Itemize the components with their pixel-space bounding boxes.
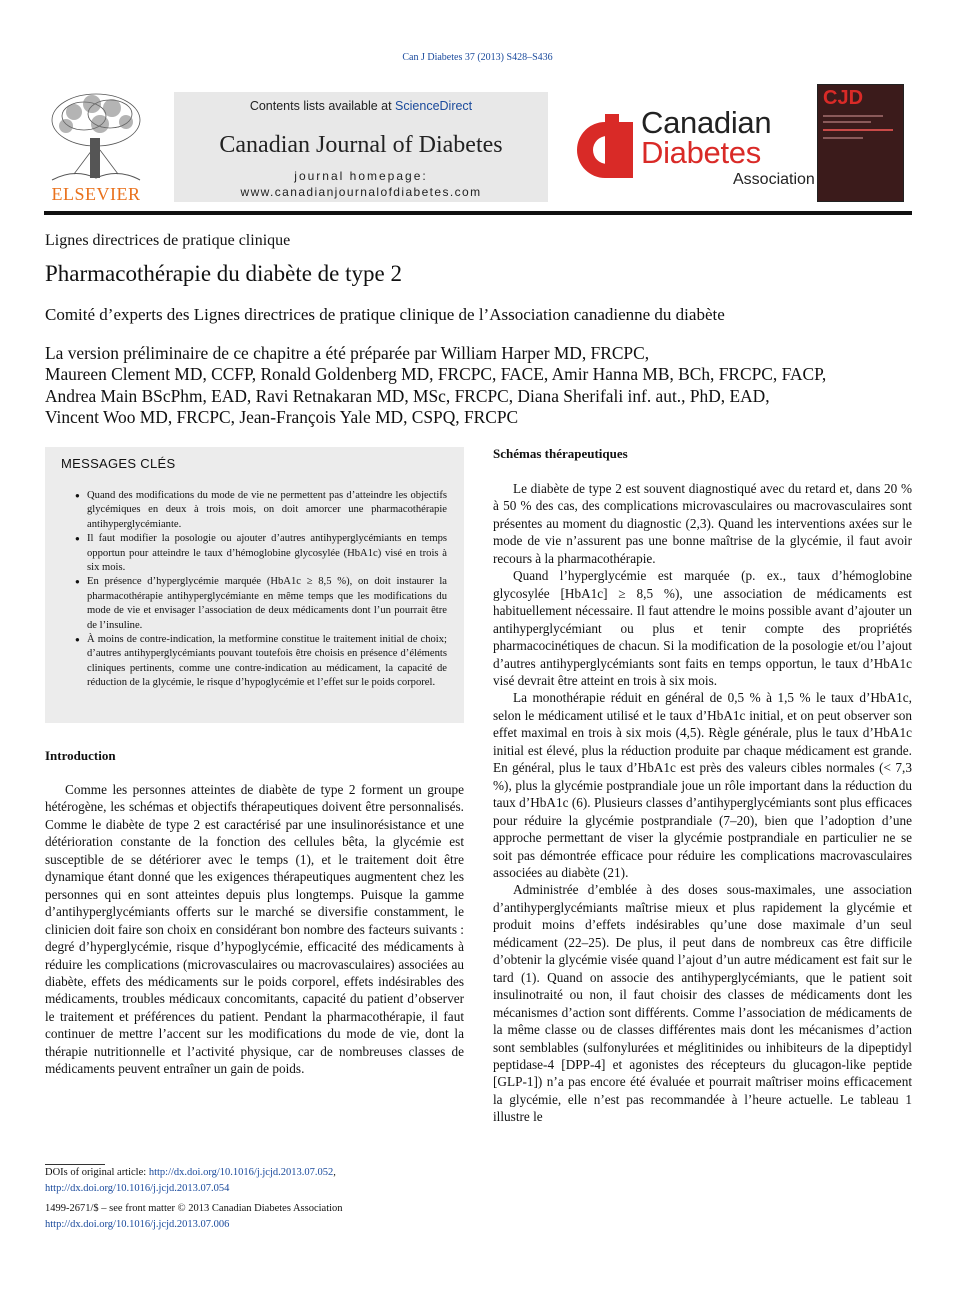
elsevier-wordmark[interactable]: ELSEVIER [51, 184, 141, 204]
introduction-body [45, 781, 464, 1078]
key-messages-list [75, 489, 447, 691]
key-message-item [75, 633, 447, 691]
schemas-body [493, 480, 912, 1126]
issn-line: 1499-2671/$ – see front matter © 2013 Canadian Diabetes Association [45, 1203, 343, 1214]
sciencedirect-link[interactable]: ScienceDirect [395, 99, 473, 113]
key-message-item [75, 532, 447, 575]
dois-label: DOIs of original article: [45, 1167, 149, 1178]
key-message-item [75, 489, 447, 532]
doi-separator: , [333, 1167, 336, 1178]
doi-link[interactable]: http://dx.doi.org/10.1016/j.jcjd.2013.07.054 [45, 1182, 230, 1194]
introduction-heading: Introduction [45, 748, 116, 763]
cover-line [823, 129, 893, 131]
cover-line [823, 115, 883, 117]
cover-title: CJD [823, 87, 864, 109]
paragraph: Administrée d’emblée à des doses sous-maximales, une association d’antihyperglycémiants maîtrise mieux et plus rapidement la glycémie et produit moins d’effets indésirables qu’une dose maximale d’un seul médicament (22–25). De plus, il peut dans de nombreux cas être difficile d’obtenir la glycémie visée quand l’ajout d’un autre médicament est fait sur le tard (1). Quand on associe des antihyperglycémiants, que le patient soit insulinotraité ou non, il faut choisir des classes de médicaments dont les mécanismes d’action sont différents. Comme l’association de médicaments de la même classe ou de classes différentes mais dont les mécanismes d’action sont semblables (sulfonylurées et méglitinides ou inhibiteurs de la dipeptidyl peptidase-4 [DPP-4] et agonistes des récepteurs du glucagon-like peptide [GLP-1]) n’a pas encore été évaluée et pourrait maîtriser moins efficacement la glycémie, elle n’est pas recommandée à l’heure actuelle. Le tableau 1 illustre le [493, 882, 912, 1125]
journal-title: Canadian Journal of Diabetes [219, 132, 503, 158]
homepage-label: journal homepage: [294, 169, 428, 183]
key-message-item [75, 575, 447, 633]
issn-footer [45, 1201, 464, 1232]
masthead [44, 84, 912, 210]
cda-name-line3: Association [733, 171, 815, 188]
paragraph: Le diabète de type 2 est souvent diagnostiqué avec du retard et, dans 20 % à 50 % des cas, des complications microvasculaires ou macrovasculaires sont présentes au moment du diagnostic (2,3). Quand les interventions axées sur le mode de vie n’assurent pas une bonne maîtrise de la glycémie, il faut avoir recours à la pharmacothérapie. [493, 481, 912, 566]
committee-line: Comité d’experts des Lignes directrices de pratique clinique de l’Association canadienne du diabète [45, 305, 725, 324]
key-message-text: En présence d’hyperglycémie marquée (HbA1c ≥ 8,5 %), on doit instaurer la pharmacothérapie antihyperglycémiante en même temps que les modifications du mode de vie et envisager l’association de deux médicaments dont l’un pourrait être de l’insuline. [87, 576, 447, 631]
author-list [45, 343, 925, 428]
journal-banner [174, 92, 548, 202]
masthead-divider [44, 211, 912, 215]
journal-cover-thumbnail[interactable] [817, 84, 904, 202]
elsevier-tree-logo [44, 90, 148, 198]
homepage-url[interactable]: www.canadianjournalofdiabetes.com [240, 185, 482, 199]
cover-line [823, 121, 871, 123]
key-messages-heading: MESSAGES CLÉS [61, 456, 176, 471]
cda-name-line2: Diabetes [641, 135, 761, 170]
bullet-icon: ● [75, 577, 80, 587]
author-line: Vincent Woo MD, FRCPC, Jean-François Yale MD, CSPQ, FRCPC [45, 406, 519, 427]
cda-name-line1: Canadian [641, 105, 772, 140]
key-message-text: À moins de contre-indication, la metformine constitue le traitement initial de choix; d’autres antihyperglycémiants pouvant toutefois être choisis en présence d’éléments cliniques pertinents, comme une contre-indication au médicament, la capacité de réduction de la glycémie, le risque d’hypoglycémie et l’effet sur le poids corporel. [87, 634, 447, 689]
paragraph: Comme les personnes atteintes de diabète de type 2 forment un groupe hétérogène, les schémas et objectifs thérapeutiques doivent être personnalisés. Comme le diabète de type 2 est caractérisé par une insulinorésistance et une détérioration constante de la fonction des cellules bêta, la glycémie est susceptible de se détériorer avec le temps (1), et le traitement doit être dynamique étant donné que les exigences thérapeutiques augmentent chez les personnes qui en sont atteintes depuis plus longtemps. Puisque la gamme d’antihyperglycémiants offerts sur le marché se diversifie constamment, le clinicien doit faire son choix en considérant bon nombre des facteurs suivants : degré d’hyperglycémie, risque d’hypoglycémie, efficacité des médicaments à réduire les complications (microvasculaires ou macrovasculaires) associées au diabète, effets des médicaments sur le poids corporel, effets indésirables des médicaments, troubles médicaux concomitants, capacité du patient d’observer le traitement et préférences du patient. Pendant la pharmacothérapie, il faut continuer de mettre l’accent sur les modifications du mode de vie, dont la thérapie nutritionnelle et l’activité physique, car de nombreuses classes de médicaments peuvent entraîner un gain de poids. [45, 782, 464, 1077]
key-message-text: Il faut modifier la posologie ou ajouter d’autres antihyperglycémiants en temps opportun pour atteindre le taux d’hémoglobine glycosylée (HbA1c) visé en trois à six mois. [87, 533, 447, 574]
article-title: Pharmacothérapie du diabète de type 2 [45, 261, 402, 286]
contents-prefix: Contents lists available at [249, 99, 396, 113]
bullet-icon: ● [75, 534, 80, 544]
bullet-icon: ● [75, 635, 80, 645]
article-doi-link[interactable]: http://dx.doi.org/10.1016/j.jcjd.2013.07.006 [45, 1218, 230, 1230]
key-message-text: Quand des modifications du mode de vie ne permettent pas d’atteindre les objectifs glycémiques en deux à trois mois, on doit amorcer une pharmacothérapie antihyperglycémiante. [87, 490, 447, 530]
paragraph: Quand l’hyperglycémie est marquée (p. ex., taux d’hémoglobine glycosylée [HbA1c] ≥ 8,5 %), une association de médicaments est habituellement nécessaire. Il faut attendre le moins possible avant d’ajouter un antihyperglycémiant ou plus et tenir compte des propriétés pharmacocinétiques de chacun. Si la modification de la posologie et/ou l’ajout d’autres antihyperglycémiants sont faits en temps opportun, le taux d’HbA1c visé devrait être atteint en trois à six mois. [493, 568, 912, 688]
bullet-icon: ● [75, 491, 80, 500]
journal-citation[interactable]: Can J Diabetes 37 (2013) S428–S436 [402, 52, 553, 63]
doi-link[interactable]: http://dx.doi.org/10.1016/j.jcjd.2013.07.052 [148, 1167, 334, 1178]
key-messages-box [45, 447, 464, 723]
cover-line [823, 137, 863, 139]
author-line: La version préliminaire de ce chapitre a été préparée par William Harper MD, FRCPC, [45, 343, 650, 363]
schemas-heading: Schémas thérapeutiques [493, 446, 628, 461]
contents-line [174, 99, 548, 113]
author-line: Maureen Clement MD, CCFP, Ronald Goldenberg MD, FRCPC, FACE, Amir Hanna MB, BCh, FRCPC, FACP, [45, 364, 827, 385]
author-line: Andrea Main BScPhm, EAD, Ravi Retnakaran MD, MSc, FRCPC, Diana Sherifali inf. aut., PhD, EAD, [45, 385, 770, 406]
original-article-dois [45, 1165, 464, 1196]
paragraph: La monothérapie réduit en général de 0,5 % à 1,5 % le taux d’HbA1c, selon le médicament utilisé et le taux d’HbA1c initial, et on peut observer son effet maximal en trois à six mois (4,5). Règle générale, plus le taux d’HbA1c initial est élevé, plus la réduction produite par chaque médicament est grande. En général, plus le taux d’HbA1c est près des valeurs cibles normales (< 7,3 %), plus la glycémie postprandiale joue un rôle important dans la réduction du taux d’HbA1c (6). Plusieurs classes d’antihyperglycémiants sont plus efficaces pour réduire la glycémie postprandiale (7–20), bien que l’adoption d’une approche permettant de viser la glycémie postprandiale en particulier ne se soit pas démontrée efficace pour réduire les complications macrovasculaires associées au diabète (21). [493, 690, 912, 880]
article-type: Lignes directrices de pratique clinique [45, 232, 291, 249]
